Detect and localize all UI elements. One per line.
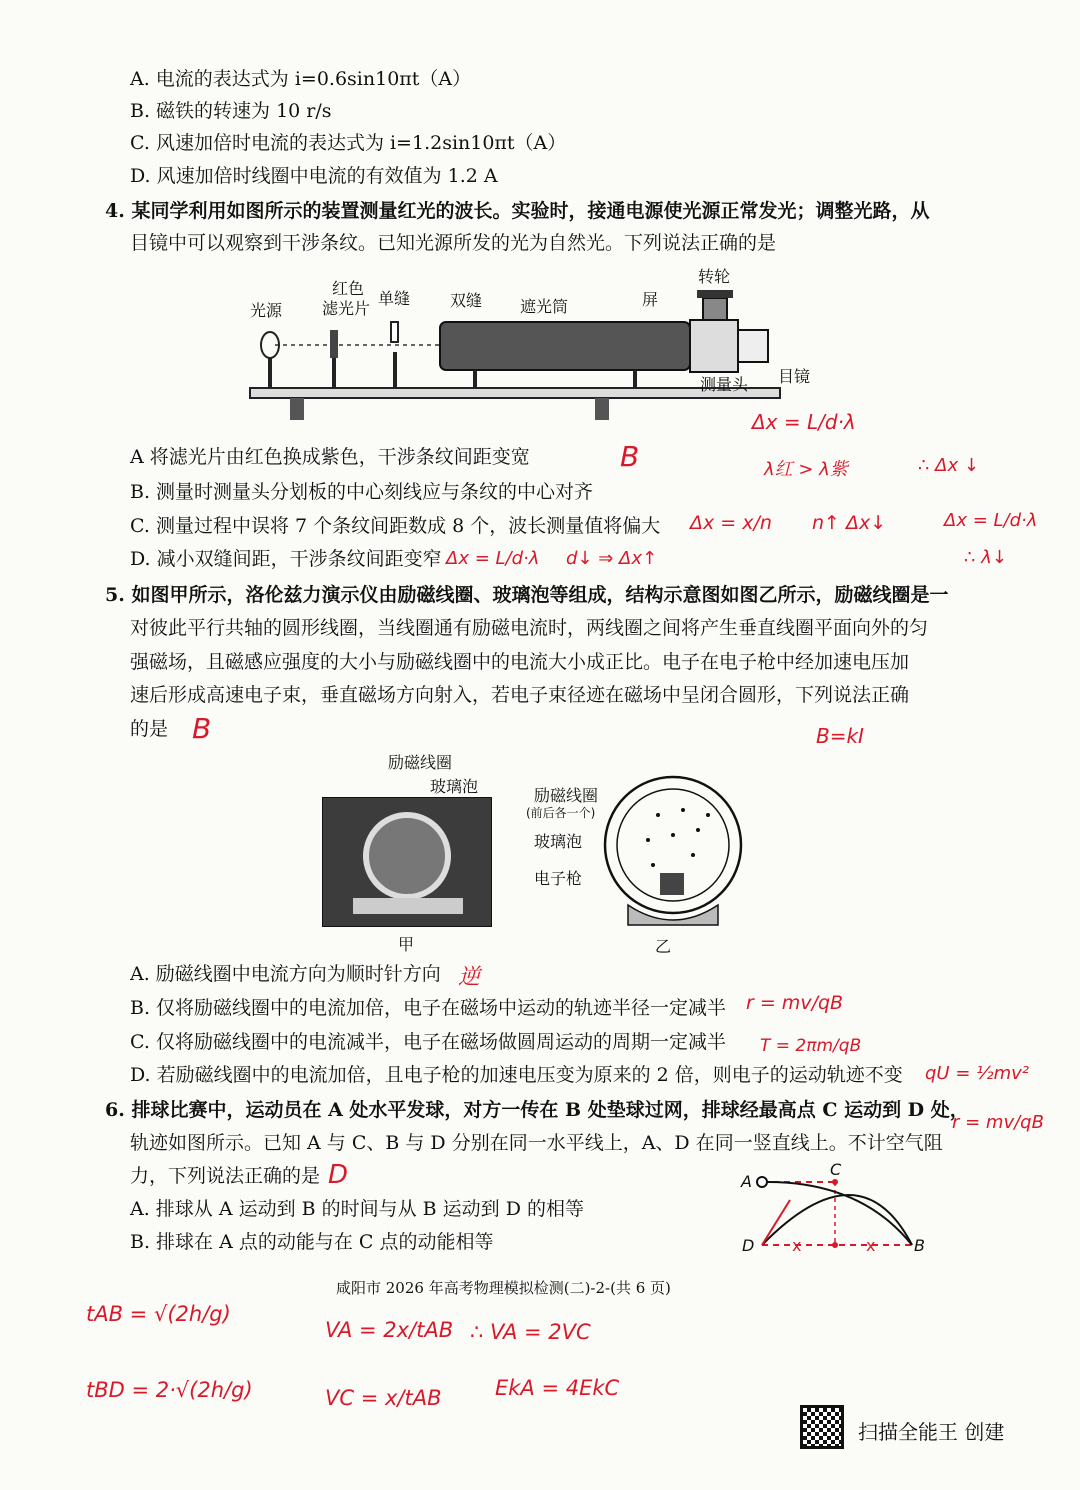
- hw-q4-f3: ∴ Δx ↓: [918, 455, 979, 476]
- q5-stem-line2: 对彼此平行共轴的圆形线圈，当线圈通有励磁电流时，两线圈之间将产生垂直线圈平面向外的匀: [130, 617, 929, 639]
- hw-va2: ∴ VA = 2VC: [470, 1320, 591, 1344]
- ball-at-a: [757, 1177, 767, 1187]
- q5-diagram-yi: [598, 775, 748, 935]
- q6-label-a: A: [741, 1172, 752, 1191]
- q3-option-d: D. 风速加倍时线圈中电流的有效值为 1.2 A: [130, 165, 498, 187]
- fig-a-caption: 甲: [398, 935, 415, 954]
- hw-q4-c1: Δx = x/n: [690, 512, 772, 534]
- hw-q4-d1: Δx = L/d·λ: [446, 548, 540, 569]
- hw-q5-t: T = 2πm/qB: [760, 1036, 862, 1056]
- q5-stem-line3: 强磁场，且磁感应强度的大小与励磁线圈中的电流大小成正比。电子在电子枪中经加速电压加: [130, 651, 910, 673]
- fig-a-label-coil: 励磁线圈: [388, 753, 453, 772]
- q4-option-b: B. 测量时测量头分划板的中心刻线应与条纹的中心对齐: [130, 481, 594, 503]
- hw-q4-c4: ∴ λ↓: [964, 547, 1007, 568]
- hw-q4-f2: λ红 > λ紫: [764, 459, 848, 480]
- label-single-slit: 单缝: [378, 289, 411, 308]
- hw-q4-c2: n↑ Δx↓: [812, 512, 887, 534]
- q5-stem-line5: 的是: [130, 718, 169, 740]
- q6-stem-line1: 6. 排球比赛中，运动员在 A 处水平发球，对方一传在 B 处垫球过网，排球经最高点 C 运动到 D 处，: [105, 1099, 969, 1121]
- hw-q4-d2: d↓ ⇒ Δx↑: [566, 548, 658, 569]
- hw-eka: EkA = 4EkC: [495, 1376, 620, 1400]
- hw-tbd: tBD = 2·√(2h/g): [86, 1378, 253, 1402]
- hw-q5-answer: B: [192, 712, 212, 745]
- q3-option-b: B. 磁铁的转速为 10 r/s: [130, 100, 332, 122]
- hw-q5-note: B=kI: [816, 724, 864, 748]
- q5-photo-jia: [322, 797, 492, 927]
- label-eyepiece: 目镜: [778, 367, 811, 386]
- bench-leg-right: [595, 398, 609, 420]
- hw-q5-r: r = mv/qB: [746, 992, 844, 1014]
- label-red: 红色: [332, 279, 365, 298]
- label-screen: 屏: [642, 290, 659, 309]
- q3-option-c: C. 风速加倍时电流的表达式为 i=1.2sin10πt（A）: [130, 132, 567, 154]
- q5-option-c: C. 仅将励磁线圈中的电流减半，电子在磁场做圆周运动的周期一定减半: [130, 1031, 726, 1053]
- hw-q5-r2: r = mv/qB: [952, 1112, 1044, 1133]
- trajectory-b-to-d: [762, 1195, 912, 1245]
- fig-b-label-gun: 电子枪: [534, 869, 583, 888]
- label-light-source: 光源: [250, 301, 283, 320]
- eyepiece: [738, 330, 768, 362]
- q5-stem-line1: 5. 如图甲所示，洛伦兹力演示仪由励磁线圈、玻璃泡等组成，结构示意图如图乙所示，励磁线圈是一: [105, 584, 949, 606]
- q6-stem-line3: 力，下列说法正确的是: [130, 1165, 321, 1187]
- hw-q5-energy: qU = ½mv²: [925, 1063, 1029, 1084]
- q5-option-d: D. 若励磁线圈中的电流加倍，且电子枪的加速电压变为原来的 2 倍，则电子的运动轨迹不变: [130, 1064, 903, 1086]
- hw-q6-answer: D: [328, 1160, 349, 1190]
- q3-option-a: A. 电流的表达式为 i=0.6sin10πt（A）: [130, 68, 472, 90]
- q5-option-a: A. 励磁线圈中电流方向为顺时针方向: [130, 963, 441, 985]
- filter-holder: [330, 330, 338, 358]
- single-slit-holder: [391, 322, 398, 342]
- label-head: 测量头: [700, 375, 749, 394]
- q4-option-c: C. 测量过程中误将 7 个条纹间距数成 8 个，波长测量值将偏大: [130, 515, 661, 537]
- hw-q4-answer: B: [620, 440, 640, 473]
- label-double-slit: 双缝: [450, 291, 483, 310]
- label-wheel: 转轮: [698, 267, 731, 286]
- q6-option-b: B. 排球在 A 点的动能与在 C 点的动能相等: [130, 1231, 494, 1253]
- q6-label-c: C: [830, 1160, 842, 1179]
- fig-b-label-coil: 励磁线圈: [534, 786, 599, 805]
- q6-label-x1: x: [792, 1236, 802, 1255]
- label-tube: 遮光筒: [520, 297, 569, 316]
- q4-stem-line2: 目镜中可以观察到干涉条纹。已知光源所发的光为自然光。下列说法正确的是: [130, 232, 777, 254]
- q6-option-a: A. 排球从 A 运动到 B 的时间与从 B 运动到 D 的相等: [130, 1198, 584, 1220]
- hw-q5-a-mark: 逆: [458, 965, 481, 990]
- hw-vc: VC = x/tAB: [325, 1386, 442, 1410]
- q6-label-b: B: [914, 1236, 925, 1255]
- q5-option-b: B. 仅将励磁线圈中的电流加倍，电子在磁场中运动的轨迹半径一定减半: [130, 997, 727, 1019]
- qr-code-icon: [800, 1405, 844, 1449]
- measuring-head: [690, 320, 738, 372]
- hw-va: VA = 2x/tAB: [325, 1318, 454, 1342]
- q6-label-x2: x: [866, 1236, 876, 1255]
- bench-leg-left: [290, 398, 304, 420]
- fig-b-label-coil-note: (前后各一个): [526, 806, 596, 820]
- q4-stem-line1: 4. 某同学利用如图所示的装置测量红光的波长。实验时，接通电源使光源正常发光；调整光路，从: [105, 200, 930, 222]
- page-footer: 咸阳市 2026 年高考物理模拟检测(二)-2-(共 6 页): [336, 1279, 671, 1297]
- hw-q4-f1: Δx = L/d·λ: [752, 410, 856, 434]
- fig-b-label-bulb: 玻璃泡: [534, 832, 583, 851]
- turning-wheel: [703, 298, 727, 320]
- q6-stem-line2: 轨迹如图所示。已知 A 与 C、B 与 D 分别在同一水平线上，A、D 在同一竖直线上。不计空气阻: [130, 1132, 943, 1154]
- q6-label-d: D: [742, 1236, 755, 1255]
- light-shield-tube: [440, 322, 690, 370]
- fig-b-caption: 乙: [655, 937, 672, 956]
- fig-a-label-bulb: 玻璃泡: [430, 777, 479, 796]
- q4-option-d: D. 减小双缝间距，干涉条纹间距变窄: [130, 548, 442, 570]
- q4-option-a: A 将滤光片由红色换成紫色，干涉条纹间距变宽: [130, 446, 530, 468]
- label-filter: 滤光片: [322, 299, 371, 318]
- q5-stem-line4: 速后形成高速电子束，垂直磁场方向射入，若电子束径迹在磁场中呈闭合圆形，下列说法正确: [130, 684, 910, 706]
- scanner-watermark: 扫描全能王 创建: [858, 1420, 1005, 1444]
- hw-tab: tAB = √(2h/g): [86, 1302, 231, 1326]
- hw-q4-c3: Δx = L/d·λ: [944, 510, 1038, 531]
